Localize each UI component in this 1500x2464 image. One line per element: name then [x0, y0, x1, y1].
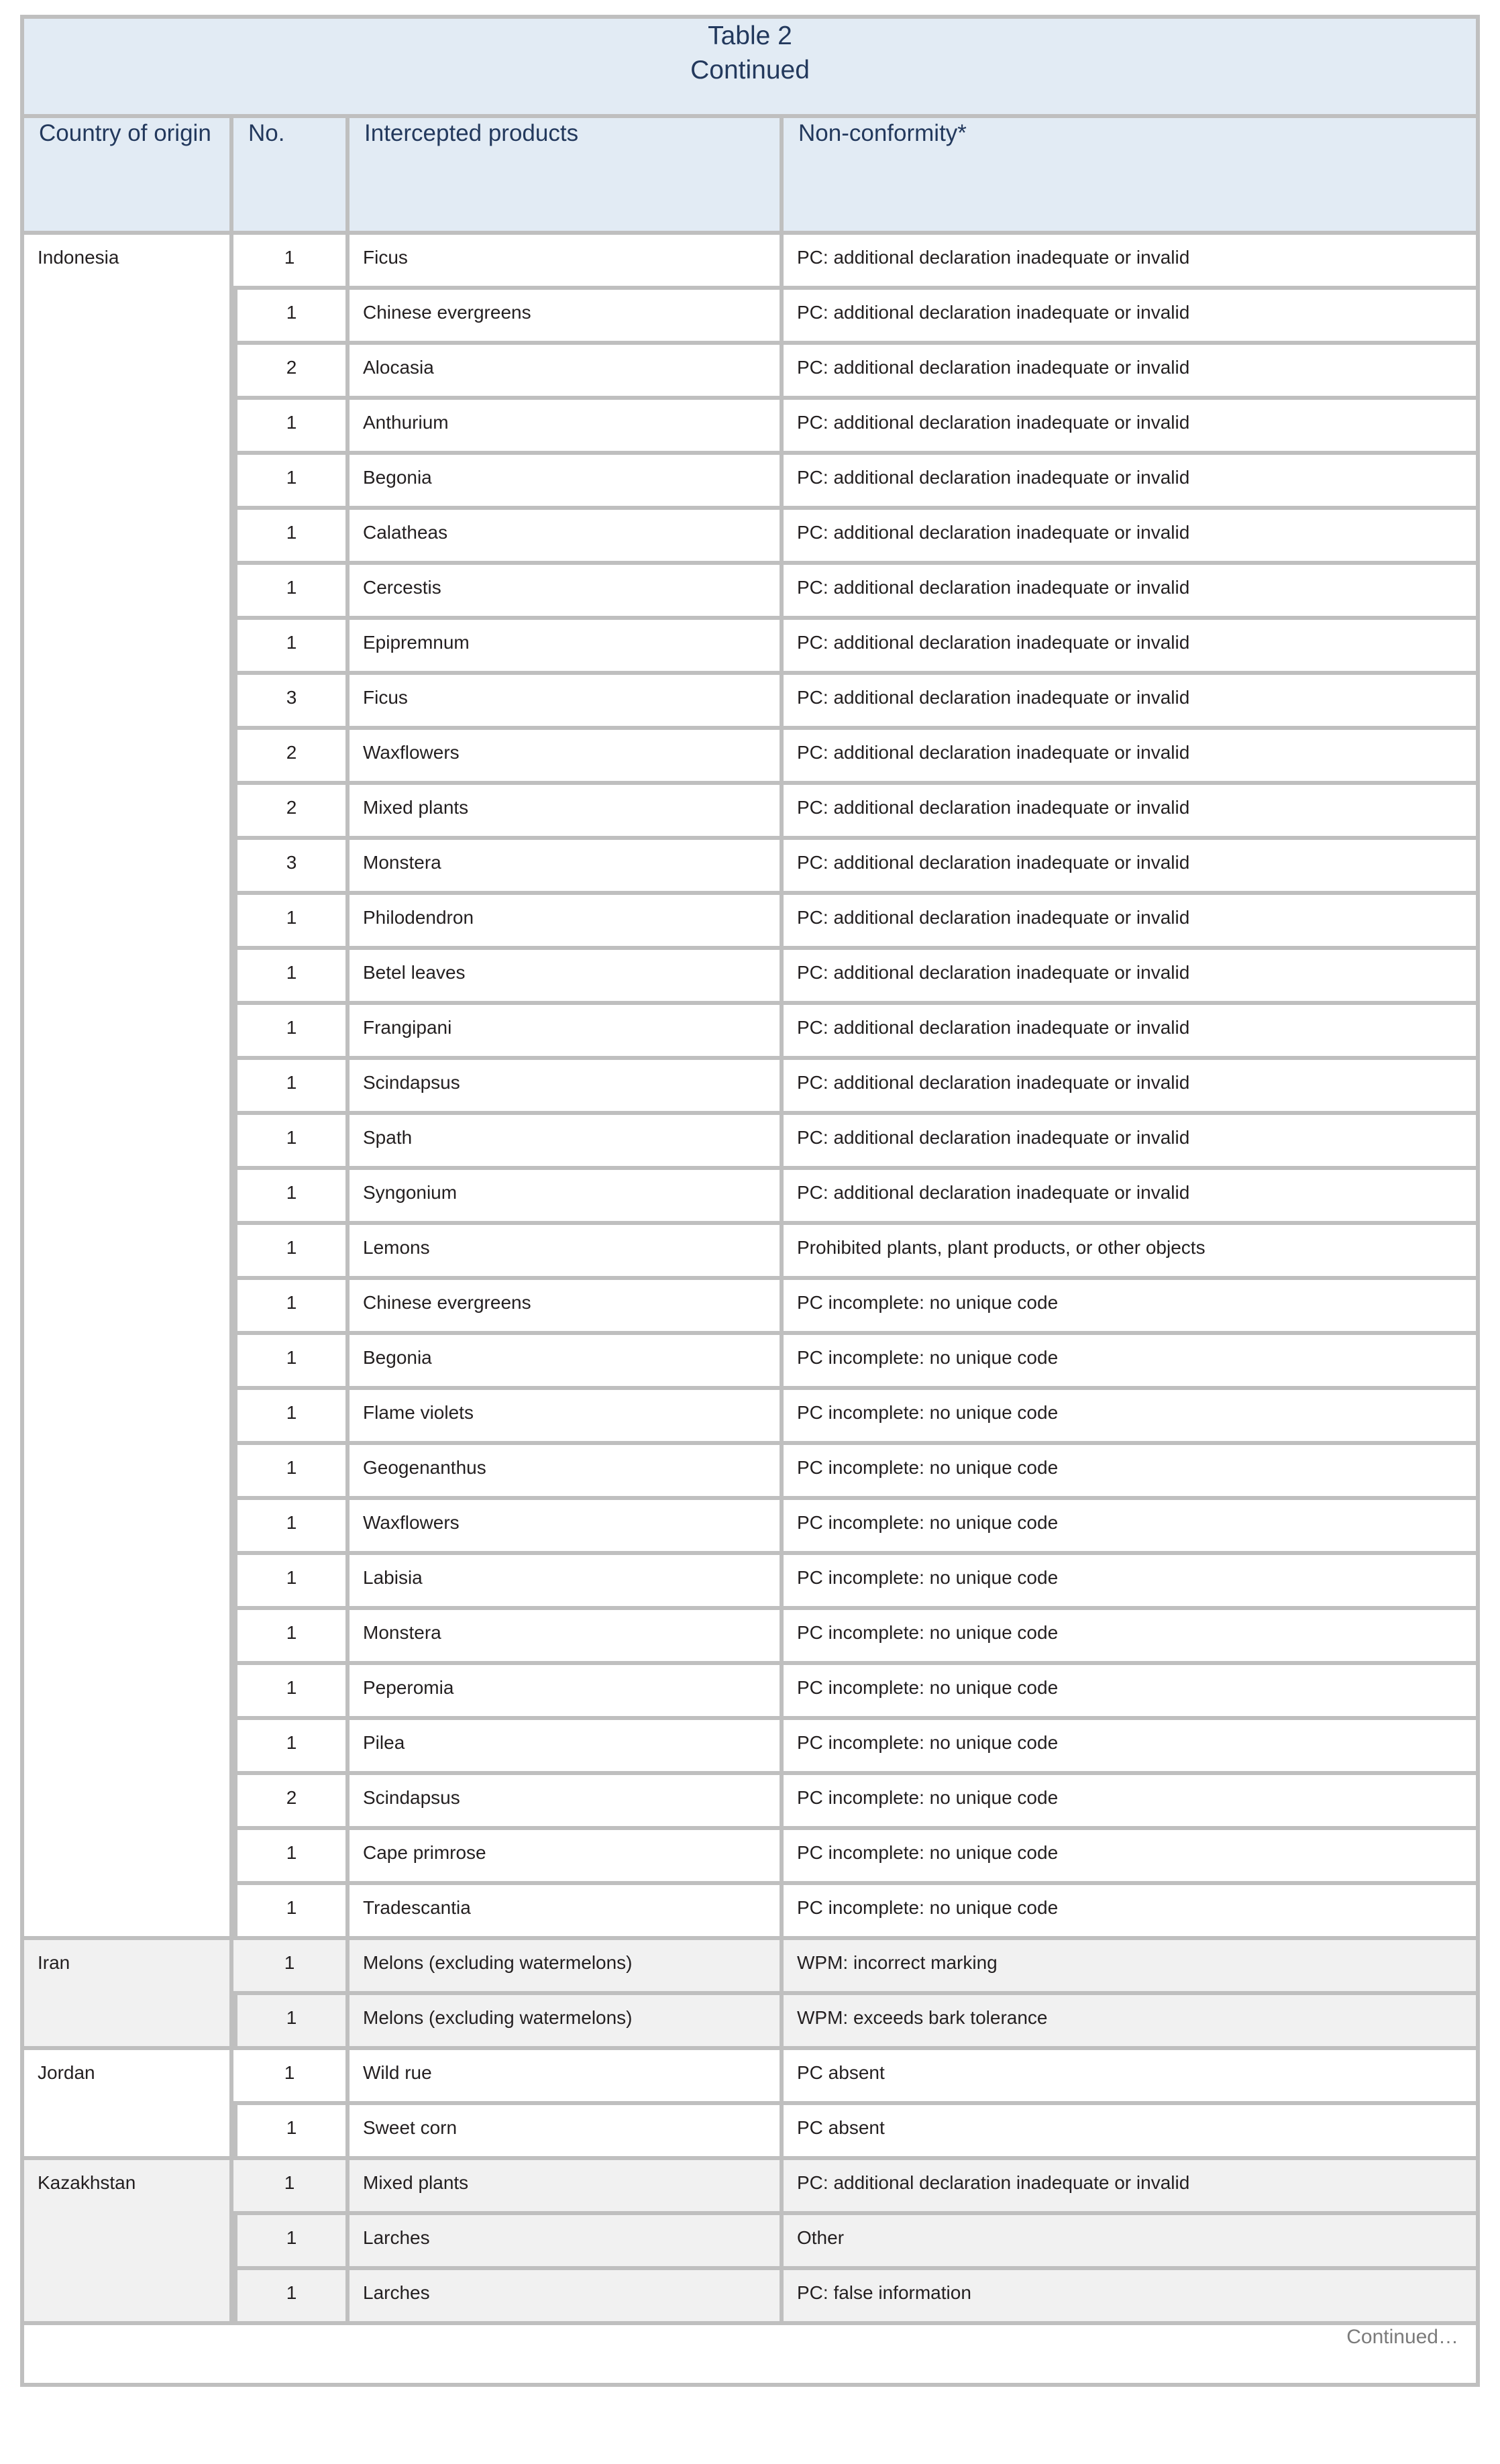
- cell-no-text: 1: [284, 247, 295, 268]
- cell-no-text: 3: [286, 852, 297, 873]
- cell-nonconformity-text: PC incomplete: no unique code: [797, 1622, 1059, 1643]
- cell-no: [233, 2215, 350, 2270]
- table-row: [20, 1555, 1480, 1610]
- country-cell-indonesia-text: Indonesia: [38, 247, 119, 268]
- country-cell-jordan: [20, 2050, 233, 2160]
- table-row: [20, 1500, 1480, 1555]
- cell-nonconformity-text: PC: additional declaration inadequate or invalid: [797, 1072, 1190, 1093]
- cell-no-text: 1: [286, 1292, 297, 1313]
- cell-no-text: 1: [284, 2062, 295, 2083]
- table-row: [20, 2215, 1480, 2270]
- cell-no: [233, 345, 350, 400]
- cell-product-text: Scindapsus: [363, 1787, 460, 1808]
- cell-nonconformity-text: PC incomplete: no unique code: [797, 1457, 1059, 1478]
- cell-product-text: Labisia: [363, 1567, 423, 1588]
- table-row: [20, 1170, 1480, 1225]
- cell-nonconformity: [784, 1665, 1480, 1720]
- cell-nonconformity: [784, 1445, 1480, 1500]
- cell-nonconformity: [784, 1555, 1480, 1610]
- cell-no-text: 2: [286, 742, 297, 763]
- cell-product-text: Larches: [363, 2227, 430, 2248]
- cell-product: [350, 1720, 784, 1775]
- cell-nonconformity-text: PC: additional declaration inadequate or invalid: [797, 1017, 1190, 1038]
- cell-nonconformity-text: PC incomplete: no unique code: [797, 1897, 1059, 1918]
- cell-product: [350, 2160, 784, 2215]
- table-row: [20, 730, 1480, 785]
- cell-no-text: 2: [286, 357, 297, 378]
- interception-table: [20, 15, 1480, 2387]
- cell-nonconformity: [784, 1720, 1480, 1775]
- cell-product: [350, 1225, 784, 1280]
- cell-nonconformity: [784, 510, 1480, 565]
- cell-nonconformity-text: PC incomplete: no unique code: [797, 1732, 1059, 1753]
- table-row: [20, 2270, 1480, 2325]
- cell-no-text: 1: [286, 1402, 297, 1423]
- table-title-row: [20, 15, 1480, 118]
- cell-nonconformity: [784, 1005, 1480, 1060]
- cell-nonconformity: [784, 1830, 1480, 1885]
- table-row: [20, 1390, 1480, 1445]
- cell-nonconformity: [784, 1115, 1480, 1170]
- cell-no: [233, 565, 350, 620]
- cell-product-text: Flame violets: [363, 1402, 474, 1423]
- cell-product-text: Chinese evergreens: [363, 302, 531, 323]
- cell-nonconformity-text: PC: false information: [797, 2282, 971, 2303]
- cell-nonconformity-text: PC incomplete: no unique code: [797, 1402, 1059, 1423]
- cell-product-text: Calatheas: [363, 522, 448, 543]
- cell-product: [350, 1665, 784, 1720]
- cell-product-text: Cercestis: [363, 577, 441, 598]
- cell-product: [350, 2270, 784, 2325]
- cell-product: [350, 840, 784, 895]
- cell-product-text: Cape primrose: [363, 1842, 486, 1863]
- cell-nonconformity: [784, 1225, 1480, 1280]
- cell-nonconformity: [784, 2105, 1480, 2160]
- column-header-product: [350, 118, 784, 235]
- cell-product-text: Wild rue: [363, 2062, 432, 2083]
- cell-nonconformity-text: PC: additional declaration inadequate or invalid: [797, 742, 1190, 763]
- cell-nonconformity: [784, 235, 1480, 290]
- cell-nonconformity: [784, 1280, 1480, 1335]
- cell-product-text: Larches: [363, 2282, 430, 2303]
- cell-nonconformity: [784, 2270, 1480, 2325]
- cell-product-text: Betel leaves: [363, 962, 466, 983]
- table-row: [20, 1775, 1480, 1830]
- cell-nonconformity-text: PC incomplete: no unique code: [797, 1512, 1059, 1533]
- cell-nonconformity: [784, 1775, 1480, 1830]
- cell-no-text: 3: [286, 687, 297, 708]
- cell-product: [350, 455, 784, 510]
- table-row: [20, 1005, 1480, 1060]
- cell-nonconformity-text: PC: additional declaration inadequate or invalid: [797, 1127, 1190, 1148]
- cell-nonconformity: [784, 400, 1480, 455]
- cell-nonconformity-text: PC: additional declaration inadequate or invalid: [797, 687, 1190, 708]
- cell-no-text: 1: [286, 1732, 297, 1753]
- cell-product-text: Lemons: [363, 1237, 430, 1258]
- cell-nonconformity: [784, 620, 1480, 675]
- cell-product: [350, 895, 784, 950]
- cell-no: [233, 235, 350, 290]
- cell-nonconformity-text: PC incomplete: no unique code: [797, 1347, 1059, 1368]
- cell-no: [233, 1720, 350, 1775]
- cell-nonconformity-text: WPM: exceeds bark tolerance: [797, 2007, 1048, 2028]
- cell-product: [350, 1005, 784, 1060]
- cell-no-text: 1: [286, 1457, 297, 1478]
- cell-product-text: Ficus: [363, 687, 408, 708]
- cell-no-text: 1: [286, 2282, 297, 2303]
- cell-product: [350, 400, 784, 455]
- cell-product: [350, 2050, 784, 2105]
- cell-no: [233, 1060, 350, 1115]
- table-row: [20, 1610, 1480, 1665]
- cell-no-text: 1: [286, 1897, 297, 1918]
- cell-nonconformity: [784, 1335, 1480, 1390]
- country-cell-iran: [20, 1940, 233, 2050]
- cell-nonconformity-text: PC incomplete: no unique code: [797, 1677, 1059, 1698]
- table-row: [20, 235, 1480, 290]
- cell-product-text: Pilea: [363, 1732, 405, 1753]
- cell-no-text: 1: [286, 412, 297, 433]
- cell-product: [350, 785, 784, 840]
- cell-no: [233, 1830, 350, 1885]
- cell-nonconformity-text: PC: additional declaration inadequate or invalid: [797, 632, 1190, 653]
- table-row: [20, 1665, 1480, 1720]
- cell-no: [233, 1390, 350, 1445]
- cell-product-text: Chinese evergreens: [363, 1292, 531, 1313]
- cell-product: [350, 1445, 784, 1500]
- cell-product-text: Begonia: [363, 1347, 432, 1368]
- cell-product: [350, 1170, 784, 1225]
- cell-nonconformity: [784, 730, 1480, 785]
- cell-nonconformity: [784, 1060, 1480, 1115]
- cell-product-text: Philodendron: [363, 907, 474, 928]
- cell-product: [350, 290, 784, 345]
- cell-product: [350, 345, 784, 400]
- cell-no-text: 1: [286, 1237, 297, 1258]
- cell-nonconformity: [784, 565, 1480, 620]
- cell-no-text: 1: [286, 1622, 297, 1643]
- cell-no: [233, 1610, 350, 1665]
- table-subtitle: Continued: [690, 56, 810, 85]
- cell-product-text: Monstera: [363, 852, 441, 873]
- cell-nonconformity: [784, 675, 1480, 730]
- cell-product-text: Anthurium: [363, 412, 449, 433]
- cell-no: [233, 1665, 350, 1720]
- cell-no-text: 1: [286, 1677, 297, 1698]
- cell-product: [350, 730, 784, 785]
- cell-nonconformity: [784, 2050, 1480, 2105]
- cell-nonconformity-text: PC: additional declaration inadequate or invalid: [797, 522, 1190, 543]
- cell-no-text: 1: [284, 2172, 295, 2193]
- cell-product-text: Sweet corn: [363, 2117, 458, 2138]
- cell-product: [350, 510, 784, 565]
- table-row: [20, 785, 1480, 840]
- cell-no-text: 1: [286, 1072, 297, 1093]
- table-title-cell: [20, 15, 1480, 118]
- table-row: [20, 2050, 1480, 2105]
- cell-nonconformity-text: Prohibited plants, plant products, or other objects: [797, 1237, 1206, 1258]
- cell-nonconformity-text: PC incomplete: no unique code: [797, 1842, 1059, 1863]
- cell-nonconformity: [784, 455, 1480, 510]
- cell-product: [350, 1885, 784, 1940]
- table-row: [20, 345, 1480, 400]
- cell-no: [233, 895, 350, 950]
- cell-nonconformity: [784, 1940, 1480, 1995]
- table-row: [20, 1885, 1480, 1940]
- cell-product: [350, 1115, 784, 1170]
- cell-nonconformity-text: PC: additional declaration inadequate or invalid: [797, 797, 1190, 818]
- country-cell-kazakhstan-text: Kazakhstan: [38, 2172, 136, 2193]
- cell-no: [233, 620, 350, 675]
- cell-nonconformity: [784, 2215, 1480, 2270]
- table-row: [20, 1995, 1480, 2050]
- cell-product-text: Tradescantia: [363, 1897, 471, 1918]
- cell-nonconformity: [784, 785, 1480, 840]
- cell-no-text: 2: [286, 1787, 297, 1808]
- table-title: Table 2: [708, 21, 792, 50]
- cell-no: [233, 2270, 350, 2325]
- cell-product-text: Melons (excluding watermelons): [363, 1952, 633, 1973]
- cell-product-text: Monstera: [363, 1622, 441, 1643]
- table-row: [20, 1225, 1480, 1280]
- cell-product-text: Syngonium: [363, 1182, 458, 1203]
- column-header-product-text: Intercepted products: [364, 120, 579, 146]
- cell-nonconformity: [784, 895, 1480, 950]
- cell-no: [233, 510, 350, 565]
- cell-nonconformity-text: PC: additional declaration inadequate or invalid: [797, 962, 1190, 983]
- cell-no-text: 1: [286, 1182, 297, 1203]
- cell-product-text: Spath: [363, 1127, 413, 1148]
- cell-no: [233, 1940, 350, 1995]
- cell-product: [350, 1830, 784, 1885]
- column-header-nonconformity-text: Non-conformity*: [798, 120, 967, 146]
- cell-no: [233, 1005, 350, 1060]
- cell-product: [350, 2215, 784, 2270]
- column-header-no-text: No.: [248, 120, 285, 146]
- cell-no: [233, 950, 350, 1005]
- table-row: [20, 2160, 1480, 2215]
- cell-nonconformity-text: PC: additional declaration inadequate or invalid: [797, 907, 1190, 928]
- cell-product-text: Ficus: [363, 247, 408, 268]
- cell-nonconformity-text: PC: additional declaration inadequate or invalid: [797, 357, 1190, 378]
- cell-no: [233, 730, 350, 785]
- cell-nonconformity-text: PC: additional declaration inadequate or invalid: [797, 302, 1190, 323]
- table-row: [20, 1830, 1480, 1885]
- cell-no-text: 1: [286, 1347, 297, 1368]
- cell-nonconformity: [784, 950, 1480, 1005]
- cell-product: [350, 1995, 784, 2050]
- column-header-row: [20, 118, 1480, 235]
- cell-nonconformity-text: PC absent: [797, 2062, 885, 2083]
- table-row: [20, 1335, 1480, 1390]
- cell-nonconformity-text: PC: additional declaration inadequate or invalid: [797, 2172, 1190, 2193]
- cell-no: [233, 1335, 350, 1390]
- cell-nonconformity: [784, 1500, 1480, 1555]
- cell-product: [350, 2105, 784, 2160]
- cell-no-text: 1: [286, 302, 297, 323]
- cell-product: [350, 1940, 784, 1995]
- cell-no: [233, 1115, 350, 1170]
- table-row: [20, 620, 1480, 675]
- table-container: [20, 15, 1480, 2387]
- cell-no: [233, 2050, 350, 2105]
- table-row: [20, 1115, 1480, 1170]
- cell-product: [350, 1060, 784, 1115]
- cell-product-text: Mixed plants: [363, 797, 469, 818]
- cell-product-text: Scindapsus: [363, 1072, 460, 1093]
- table-row: [20, 675, 1480, 730]
- cell-no-text: 1: [286, 577, 297, 598]
- cell-no: [233, 1775, 350, 1830]
- cell-no-text: 1: [286, 1842, 297, 1863]
- cell-nonconformity: [784, 290, 1480, 345]
- cell-no-text: 1: [286, 962, 297, 983]
- cell-no: [233, 400, 350, 455]
- cell-nonconformity: [784, 1885, 1480, 1940]
- cell-no-text: 1: [286, 522, 297, 543]
- cell-nonconformity-text: PC: additional declaration inadequate or invalid: [797, 467, 1190, 488]
- cell-no: [233, 290, 350, 345]
- cell-nonconformity-text: PC absent: [797, 2117, 885, 2138]
- cell-product: [350, 1555, 784, 1610]
- table-row: [20, 950, 1480, 1005]
- cell-product-text: Mixed plants: [363, 2172, 469, 2193]
- cell-no-text: 1: [286, 907, 297, 928]
- cell-no-text: 1: [286, 2117, 297, 2138]
- cell-nonconformity-text: PC incomplete: no unique code: [797, 1787, 1059, 1808]
- cell-product: [350, 1500, 784, 1555]
- table-row: [20, 455, 1480, 510]
- cell-product-text: Geogenanthus: [363, 1457, 486, 1478]
- cell-no: [233, 455, 350, 510]
- cell-no-text: 1: [286, 2007, 297, 2028]
- cell-nonconformity-text: WPM: incorrect marking: [797, 1952, 998, 1973]
- cell-no: [233, 2105, 350, 2160]
- column-header-no: [233, 118, 350, 235]
- country-cell-indonesia: [20, 235, 233, 1940]
- cell-nonconformity-text: PC incomplete: no unique code: [797, 1292, 1059, 1313]
- table-row: [20, 895, 1480, 950]
- cell-no: [233, 1280, 350, 1335]
- cell-product: [350, 620, 784, 675]
- cell-product: [350, 950, 784, 1005]
- cell-product: [350, 1280, 784, 1335]
- table-footer-row: [20, 2325, 1480, 2387]
- cell-no: [233, 1225, 350, 1280]
- country-cell-kazakhstan: [20, 2160, 233, 2325]
- cell-product: [350, 235, 784, 290]
- country-cell-iran-text: Iran: [38, 1952, 70, 1973]
- cell-no-text: 2: [286, 797, 297, 818]
- cell-product: [350, 1335, 784, 1390]
- cell-product-text: Peperomia: [363, 1677, 454, 1698]
- cell-no-text: 1: [286, 1567, 297, 1588]
- cell-no: [233, 1885, 350, 1940]
- cell-nonconformity: [784, 840, 1480, 895]
- table-row: [20, 1280, 1480, 1335]
- country-cell-jordan-text: Jordan: [38, 2062, 95, 2083]
- column-header-country-text: Country of origin: [39, 120, 211, 146]
- cell-product: [350, 1775, 784, 1830]
- table-row: [20, 2105, 1480, 2160]
- table-row: [20, 565, 1480, 620]
- cell-nonconformity: [784, 1170, 1480, 1225]
- cell-product-text: Waxflowers: [363, 742, 460, 763]
- table-row: [20, 510, 1480, 565]
- cell-nonconformity: [784, 2160, 1480, 2215]
- cell-product-text: Melons (excluding watermelons): [363, 2007, 633, 2028]
- cell-product-text: Waxflowers: [363, 1512, 460, 1533]
- cell-no: [233, 1170, 350, 1225]
- table-row: [20, 840, 1480, 895]
- cell-no: [233, 1555, 350, 1610]
- cell-no-text: 1: [286, 1127, 297, 1148]
- cell-nonconformity-text: PC: additional declaration inadequate or invalid: [797, 577, 1190, 598]
- table-row: [20, 1060, 1480, 1115]
- cell-nonconformity: [784, 1995, 1480, 2050]
- cell-no: [233, 1995, 350, 2050]
- column-header-country: [20, 118, 233, 235]
- table-row: [20, 400, 1480, 455]
- cell-nonconformity: [784, 1610, 1480, 1665]
- cell-nonconformity-text: PC: additional declaration inadequate or invalid: [797, 852, 1190, 873]
- cell-nonconformity-text: PC incomplete: no unique code: [797, 1567, 1059, 1588]
- cell-product-text: Alocasia: [363, 357, 434, 378]
- continued-note-text: Continued…: [1346, 2326, 1458, 2348]
- cell-no: [233, 785, 350, 840]
- cell-product-text: Begonia: [363, 467, 432, 488]
- cell-no-text: 1: [286, 2227, 297, 2248]
- cell-product-text: Frangipani: [363, 1017, 452, 1038]
- cell-nonconformity-text: PC: additional declaration inadequate or invalid: [797, 412, 1190, 433]
- cell-nonconformity: [784, 345, 1480, 400]
- continued-note: [20, 2325, 1480, 2387]
- cell-product: [350, 1390, 784, 1445]
- cell-no: [233, 840, 350, 895]
- cell-no-text: 1: [286, 632, 297, 653]
- cell-no-text: 1: [286, 1017, 297, 1038]
- cell-no: [233, 675, 350, 730]
- cell-no-text: 1: [286, 467, 297, 488]
- cell-no: [233, 1500, 350, 1555]
- table-row: [20, 1940, 1480, 1995]
- cell-no-text: 1: [284, 1952, 295, 1973]
- table-row: [20, 1445, 1480, 1500]
- cell-product: [350, 675, 784, 730]
- cell-nonconformity-text: Other: [797, 2227, 845, 2248]
- table-row: [20, 290, 1480, 345]
- cell-nonconformity-text: PC: additional declaration inadequate or invalid: [797, 247, 1190, 268]
- cell-no-text: 1: [286, 1512, 297, 1533]
- cell-product: [350, 565, 784, 620]
- column-header-nonconformity: [784, 118, 1480, 235]
- cell-product: [350, 1610, 784, 1665]
- cell-nonconformity-text: PC: additional declaration inadequate or invalid: [797, 1182, 1190, 1203]
- cell-no: [233, 2160, 350, 2215]
- table-row: [20, 1720, 1480, 1775]
- cell-product-text: Epipremnum: [363, 632, 470, 653]
- cell-nonconformity: [784, 1390, 1480, 1445]
- cell-no: [233, 1445, 350, 1500]
